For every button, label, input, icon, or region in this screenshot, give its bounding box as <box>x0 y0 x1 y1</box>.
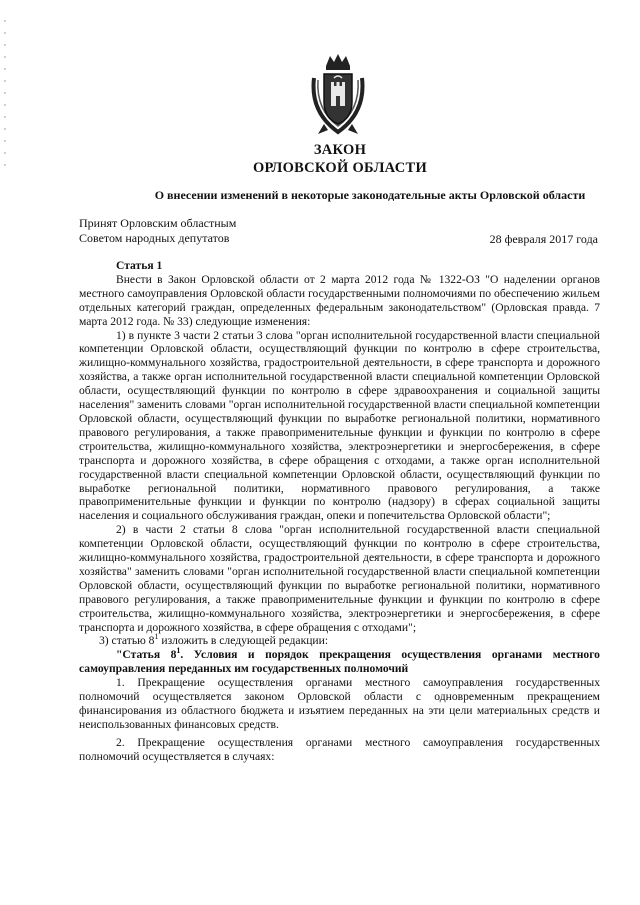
item3-superscript: 1 <box>154 632 159 642</box>
amendment-item-1: 1) в пункте 3 части 2 статьи 3 слова "орган исполнительной государственной власти специальной компетенции Орловской области, осуществляющий функции по контролю в сфере строительства, жилищно-коммунального хозяйства, градостроительной деятельности, в сфере транспорта и дорожного хозяйства, а также орган исполнительной государственной власти специальной компетенции Орловской области, осуществляющий функции по контролю в сфере здравоохранения и социальной защиты населения" заменить словами "орган исполнительной государственной власти специальной компетенции Орловской области, осуществляющий функции по выработке региональной политики, нормативного правового регулирования, а также правоприменительные функции и функции по контролю в сфере строительства, жилищно-коммунального хозяйства, электроэнергетики и энергосбережения, в сфере транспорта и дорожного хозяйства, в сфере обращения с отходами, а также орган исполнительной государственной власти специальной компетенции Орловской области, осуществляющий функции по выработке региональной политики, нормативного правового регулирования, а также правоприменительные функции и функции по контролю (надзору) в сферах социальной защиты населения и социального обслуживания граждан, опеки и попечительства Орловской области"; <box>79 328 600 523</box>
article-8-1-heading <box>79 648 600 676</box>
article-1-intro: Внести в Закон Орловской области от 2 марта 2012 года № 1322-ОЗ "О наделении органов местного самоуправления Орловской области государственными полномочиями по обеспечению жильем отдельных категорий граждан, определенных федеральным законодательством" (Орловская правда. 7 марта 2012 года. № 33) следующие изменения: <box>79 272 600 328</box>
paragraph-2: 2. Прекращение осуществления органами местного самоуправления государственных полномочий осуществляется в случаях: <box>79 735 600 763</box>
article-1-heading: Статья 1 <box>116 259 163 272</box>
law-title: ЗАКОН <box>313 142 367 158</box>
art8-title: . Условия и порядок прекращения осуществления органами местного самоуправления переданных им государственных полномочий <box>79 648 600 676</box>
adoption-line-1: Принят Орловским областным <box>79 216 237 230</box>
adoption-date: 28 февраля 2017 года <box>489 232 598 246</box>
law-subtitle: О внесении изменений в некоторые законодательные акты Орловской области <box>154 188 586 202</box>
adoption-info <box>79 216 236 246</box>
art8-superscript: 1 <box>176 646 181 656</box>
paragraph-1: 1. Прекращение осуществления органами местного самоуправления государственных полномочий осуществляется законом Орловской области с одновременным прекращением финансирования из областного бюджета и изъятием переданных на эти цели материальных средств и неиспользованных финансовых средств. <box>79 676 600 731</box>
item3-text-end: изложить в следующей редакции: <box>158 634 329 648</box>
adoption-line-2: Советом народных депутатов <box>79 231 230 245</box>
art8-prefix: "Статья 8 <box>116 648 177 662</box>
law-region: ОРЛОВСКОЙ ОБЛАСТИ <box>252 160 428 176</box>
amendment-item-2: 2) в части 2 статьи 8 слова "орган исполнительной государственной власти специальной компетенции Орловской области, осуществляющий функции по контролю в сфере строительства, жилищно-коммунального хозяйства, градостроительной деятельности, в сфере транспорта и дорожного хозяйства" заменить словами "орган исполнительной государственной власти специальной компетенции Орловской области, осуществляющий функции по выработке региональной политики, нормативного правового регулирования, а также правоприменительные функции и функции по контролю в сфере строительства, жилищно-коммунального хозяйства, электроэнергетики и энергосбережения, в сфере транспорта и дорожного хозяйства, в сфере обращения с отходами"; <box>79 523 600 634</box>
coat-of-arms-icon <box>304 52 372 136</box>
amendment-item-3 <box>79 634 600 648</box>
law-body <box>79 259 600 764</box>
item3-text: 3) статью 8 <box>99 634 155 648</box>
